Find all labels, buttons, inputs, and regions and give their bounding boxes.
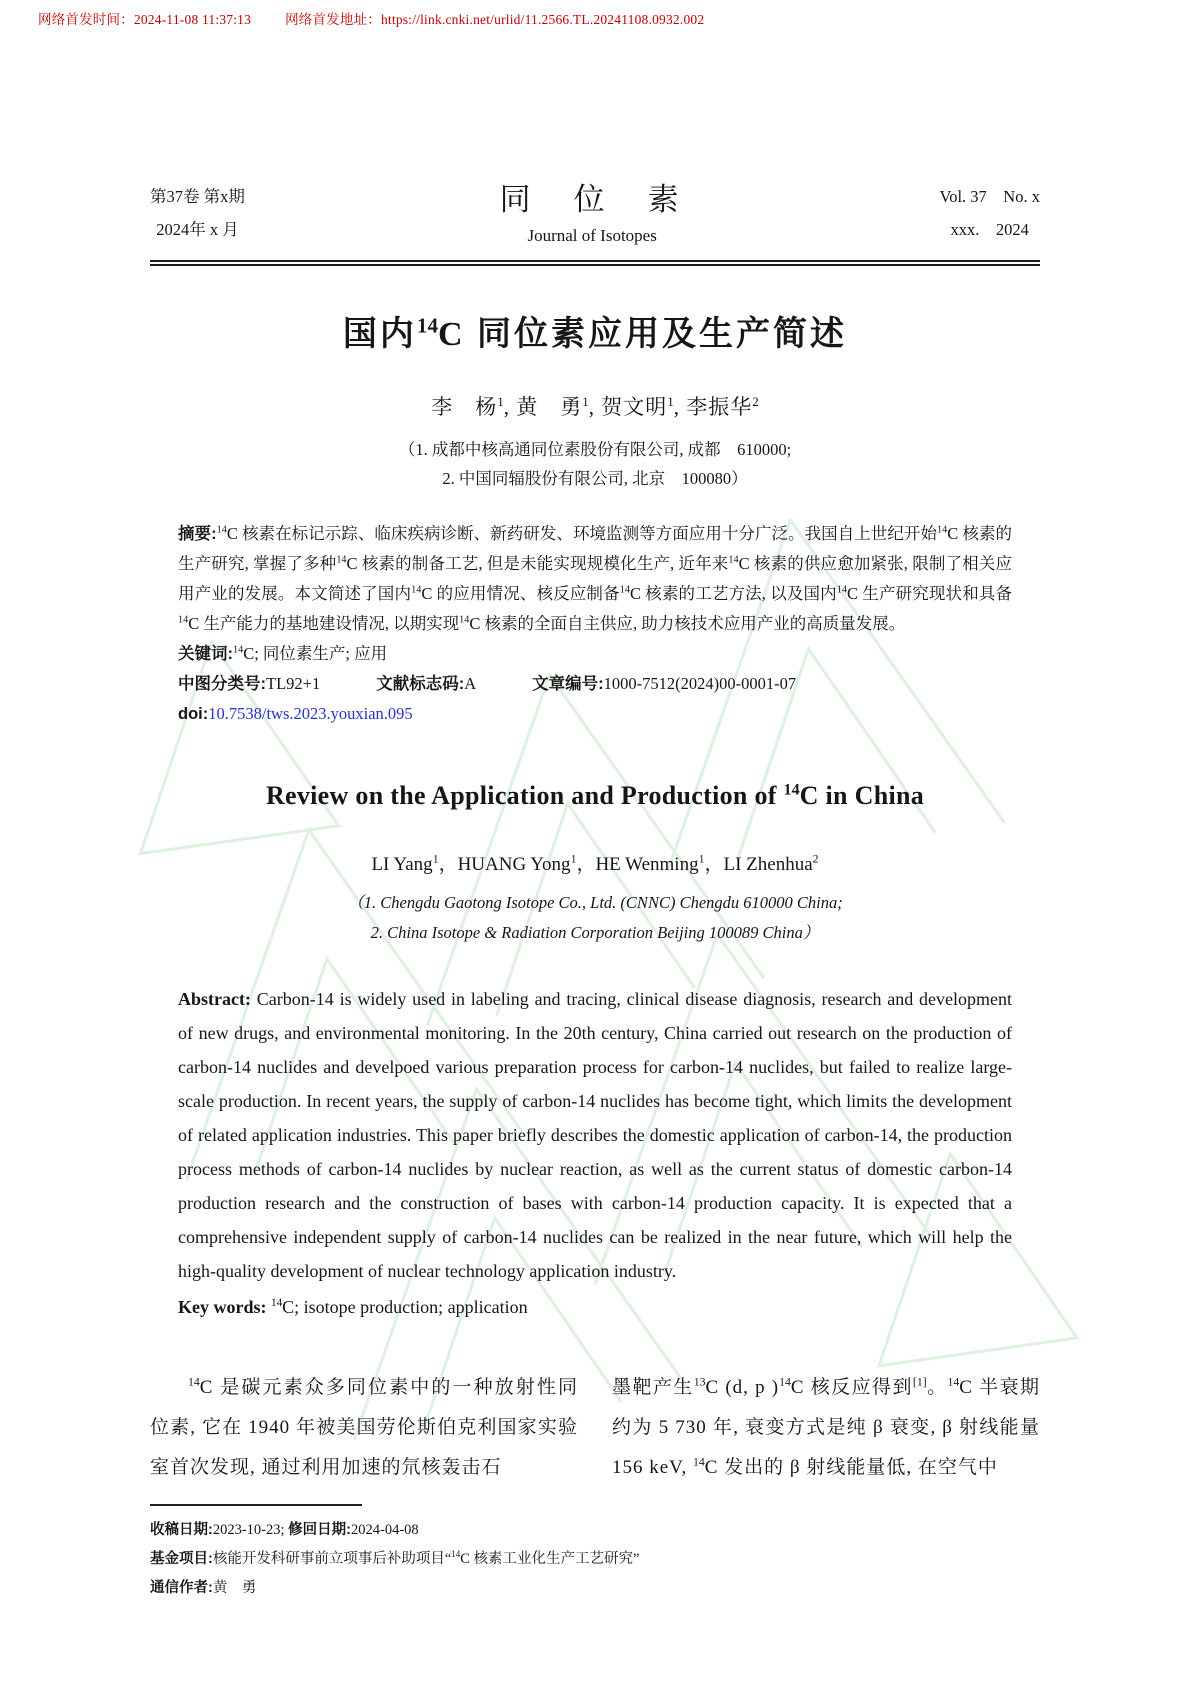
- vol-no-block: [939, 180, 1040, 246]
- affiliation-en-1: （1. Chengdu Gaotong Isotope Co., Ltd. (CNNC) Chengdu 610000 China;: [347, 893, 843, 912]
- body-column-right: [612, 1368, 1040, 1488]
- body-paragraph-right: 墨靶产生$^{13}$C (d, p )$^{14}$C 核反应得到[1]。$^{14}$C 半衰期约为 5 730 年, 衰变方式是纯 β 衰变, β 射线能量 156 keV, $^{14}$C 发出的 β 射线能量低, 在空气中: [612, 1375, 1040, 1478]
- doc-code-label: 文献标志码:: [376, 675, 465, 693]
- footnote-received: 收稿日期:2023-10-23; 修回日期:2024-04-08: [150, 1522, 419, 1538]
- keywords-zh: [178, 639, 1012, 669]
- abstract-en: [178, 982, 1012, 1288]
- doc-code-value: A: [464, 674, 477, 693]
- journal-subtitle: Journal of Isotopes: [527, 226, 657, 245]
- body-paragraph-left: $^{14}$C 是碳元素众多同位素中的一种放射性同位素, 它在 1940 年被美国劳伦斯伯克利国家实验室首次发现, 通过利用加速的氘核轰击石: [150, 1375, 578, 1478]
- abstract-en-block: [178, 982, 1012, 1324]
- journal-title: 同 位 素: [499, 182, 685, 217]
- abstract-en-label: Abstract:: [178, 989, 251, 1009]
- body-columns: [150, 1368, 1040, 1488]
- keywords-en: [178, 1290, 1012, 1324]
- clc-label: 中图分类号:: [178, 675, 266, 693]
- doi-label: doi:: [178, 705, 209, 723]
- date-line: 2024年 x 月: [156, 220, 239, 239]
- abstract-zh-block: [178, 519, 1012, 729]
- abstract-zh-text: $^{14}$C 核素在标记示踪、临床疾病诊断、新药研发、环境监测等方面应用十分广泛。我国自上世纪开始$^{14}$C 核素的生产研究, 掌握了多种$^{14}$C 核素的制备工艺, 但是未能实现规模化生产, 近年来$^{14}$C 核素的供应愈加紧张, 限制了相关应用产业的发展。本文简述了国内$^{14}$C 的应用情况、核反应制备$^{14}$C 核素的工艺方法, 以及国内$^{14}$C 生产研究现状和具备$^{14}$C 生产能力的基地建设情况, 以期实现$^{14}$C 核素的全面自主供应, 助力核技术应用产业的高质量发展。: [178, 524, 1012, 633]
- article-title-zh: 国内$^{14}$C 同位素应用及生产简述: [342, 313, 848, 353]
- footnote-corresponding: 通信作者:黄 勇: [150, 1580, 257, 1596]
- clc-item: [178, 674, 320, 693]
- vol-line: Vol. 37 No. x: [939, 187, 1040, 206]
- footnote-fund: 基金项目:核能开发科研事前立项事后补助项目“$^{14}$C 核素工业化生产工艺研究”: [150, 1549, 640, 1567]
- clc-value: TL92+1: [266, 674, 321, 693]
- volume-line: 第37卷 第x期: [150, 187, 245, 206]
- keywords-zh-text: $^{14}$C; 同位素生产; 应用: [233, 644, 388, 663]
- online-first-url-label: 网络首发地址：: [285, 12, 381, 27]
- online-first-time-value: 2024-11-08 11:37:13: [133, 12, 252, 27]
- article-no-item: [532, 674, 796, 693]
- affiliations-en: [0, 888, 1190, 948]
- online-first-banner: [0, 0, 1190, 28]
- journal-title-block: [500, 182, 685, 246]
- doi-line: [178, 699, 1012, 729]
- meta-line: [178, 669, 1012, 699]
- article-no-value: 1000-7512(2024)00-0001-07: [603, 674, 797, 693]
- doc-code-item: [376, 674, 476, 693]
- affiliation-zh-2: 2. 中国同辐股份有限公司, 北京 100080）: [442, 469, 748, 488]
- doi-link[interactable]: 10.7538/tws.2023.youxian.095: [208, 704, 413, 723]
- masthead-double-rule: [150, 260, 1040, 266]
- keywords-en-text: $^{14}$C; isotope production; application: [271, 1297, 528, 1317]
- footnote-rule: [150, 1504, 362, 1506]
- abstract-zh: [178, 519, 1012, 639]
- abstract-zh-label: 摘要:: [178, 525, 217, 543]
- article-title-en: Review on the Application and Production of $^{14}$C in China: [265, 781, 925, 810]
- article-no-label: 文章编号:: [532, 675, 604, 693]
- issue-date-line: xxx. 2024: [950, 220, 1029, 239]
- volume-issue-block: [150, 180, 245, 246]
- affiliations-zh: [0, 435, 1190, 493]
- online-first-time-label: 网络首发时间：: [38, 12, 134, 27]
- keywords-en-label: Key words:: [178, 1297, 267, 1317]
- keywords-zh-label: 关键词:: [178, 645, 233, 663]
- journal-masthead: [150, 180, 1040, 246]
- affiliation-zh-1: （1. 成都中核高通同位素股份有限公司, 成都 610000;: [398, 440, 792, 459]
- body-column-left: [150, 1368, 578, 1488]
- online-first-url-value: https://link.cnki.net/urlid/11.2566.TL.20241108.0932.002: [380, 12, 705, 27]
- authors-zh: 李 杨$^1$, 黄 勇$^1$, 贺文明$^1$, 李振华$^2$: [431, 394, 759, 419]
- authors-en: LI Yang$^1$，HUANG Yong$^1$，HE Wenming$^1$，LI Zhenhua$^2$: [371, 852, 819, 875]
- abstract-en-text: Carbon-14 is widely used in labeling and tracing, clinical disease diagnosis, research and development of new drugs, and environmental monitoring. In the 20th century, China carried out research on the production of carbon-14 nuclides and develpoed various preparation process for carbon-14 nuclides, but failed to realize large-scale production. In recent years, the supply of carbon-14 nuclides has become tight, which limits the development of related application industries. This paper briefly describes the domestic application of carbon-14, the production process methods of carbon-14 nuclides by nuclear reaction, as well as the current status of domestic carbon-14 production research and the construction of bases with carbon-14 production capacity. It is expected that a comprehensive independent supply of carbon-14 nuclides can be realized in the near future, which will help the high-quality development of nuclear technology application industry.: [178, 989, 1013, 1281]
- footnotes: [150, 1516, 1040, 1603]
- affiliation-en-2: 2. China Isotope & Radiation Corporation Beijing 100089 China）: [370, 923, 820, 942]
